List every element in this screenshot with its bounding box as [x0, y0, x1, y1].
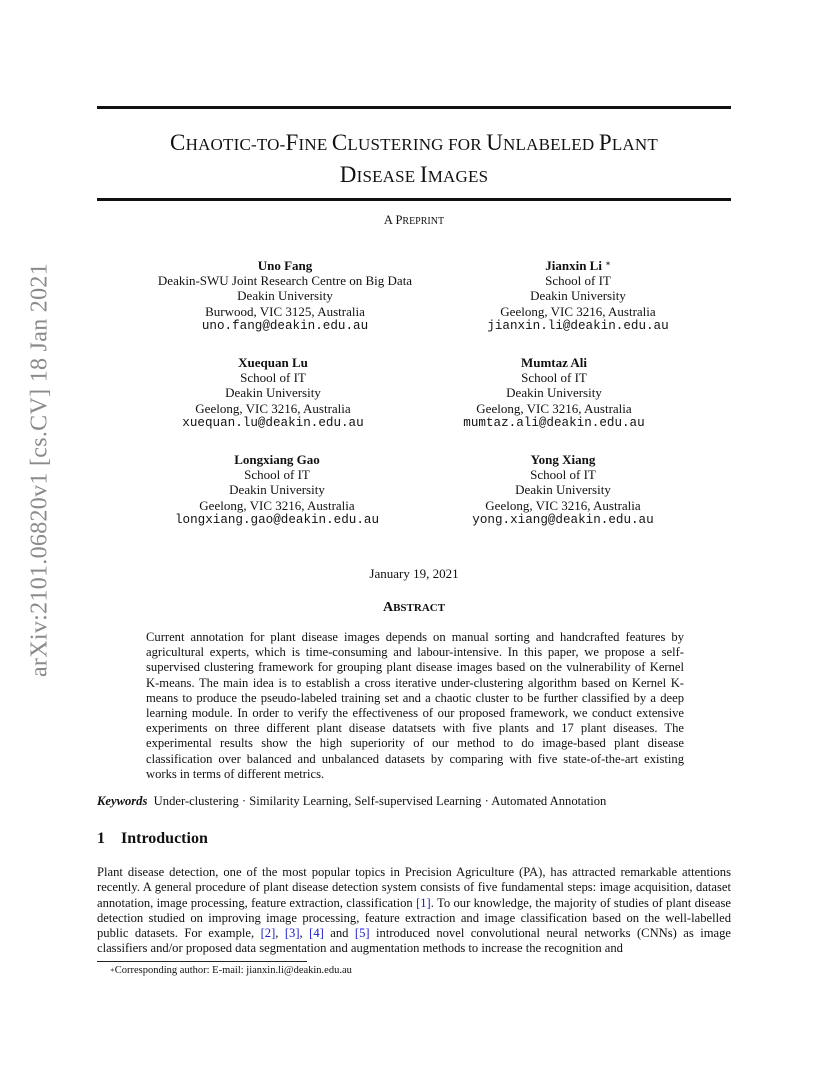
citation-link[interactable]: [2] — [260, 926, 276, 941]
title-word: CLUSTERING FOR — [331, 130, 487, 155]
citation-link[interactable]: [1] — [416, 895, 431, 910]
citation-link[interactable]: [4] — [309, 926, 324, 941]
section-title: Introduction — [121, 830, 208, 847]
title-bottom-rule — [97, 198, 731, 201]
keywords — [97, 794, 731, 809]
author-affiliation: School of IT — [244, 467, 310, 483]
publication-date: January 19, 2021 — [369, 566, 459, 581]
author-address: Geelong, VIC 3216, Australia — [199, 497, 355, 513]
author-name: Longxiang Gao — [234, 452, 320, 467]
author-block — [394, 355, 714, 431]
author-email[interactable]: longxiang.gao@deakin.edu.au — [174, 512, 380, 527]
author-block — [113, 355, 433, 431]
author-name: Yong Xiang — [530, 452, 596, 467]
abstract-text: Current annotation for plant disease images depends on manual sorting and handcrafted features by agricultural experts, which is time-consuming and labour-intensive. In this paper, we propose a self-supervised clustering framework for grouping plant disease images based on the vulnerability of Kernel K-means. The main idea is to establish a cross iterative under-clustering algorithm based on Kernel K-means to produce the pseudo-labeled training set and a chaotic cluster to be further classified by a deep learning module. In order to verify the effectiveness of our proposed framework, we conduct extensive experiments on three different plant disease datatsets with five plants and 17 plant diseases. The experimental results show the high superiority of our method to do image-based plant disease classification over balanced and unbalanced datasets by comparing with five state-of-the-art existing works in terms of different metrics. — [146, 630, 684, 781]
author-affiliation: Deakin-SWU Joint Research Centre on Big Data — [157, 273, 413, 289]
corresponding-mark[interactable]: ∗ — [605, 259, 611, 268]
author-institution: Deakin University — [506, 385, 602, 401]
title-line-1 — [97, 128, 731, 160]
paper-title — [97, 128, 731, 192]
author-address: Geelong, VIC 3216, Australia — [476, 400, 632, 416]
keywords-list: Under-clustering · Similarity Learning, Self-supervised Learning · Automated Annotation — [153, 794, 607, 808]
author-name: Jianxin Li ∗ — [545, 258, 611, 273]
author-address: Geelong, VIC 3216, Australia — [485, 497, 641, 513]
section-number: 1 — [97, 830, 105, 847]
intro-paragraph: Plant disease detection, one of the most popular topics in Precision Agriculture (PA), has attracted remarkable attentions recently. A general procedure of plant disease detection system consists of five fundamental steps: image acquisition, dataset annotation, image processing, feature extraction, classification [1]. To our knowledge, the majority of studies of plant disease detection studied on improving image processing, feature extraction and image classification based on the well-labelled public datasets. For example, [2], [3], [4] and [5] introduced novel convolutional neural networks (CNNs) as image classifiers and/or proposed data segmentation and augmentation methods to increase the recognition and — [97, 865, 732, 956]
author-institution: Deakin University — [515, 482, 611, 498]
author-block — [418, 258, 738, 334]
title-word: IMAGES — [419, 162, 489, 187]
preprint-label: A PREPRINT — [383, 213, 445, 227]
author-affiliation: School of IT — [545, 273, 611, 289]
arxiv-identifier[interactable]: arXiv:2101.06820v1 [cs.CV] 18 Jan 2021 — [26, 262, 53, 678]
author-email[interactable]: yong.xiang@deakin.edu.au — [472, 512, 654, 527]
title-word: PLANT — [598, 130, 658, 155]
author-address: Geelong, VIC 3216, Australia — [500, 303, 656, 319]
author-email[interactable]: uno.fang@deakin.edu.au — [201, 318, 369, 333]
author-institution: Deakin University — [530, 288, 626, 304]
title-word: DISEASE — [339, 162, 420, 187]
title-word: FINE — [285, 130, 332, 155]
title-top-rule — [97, 106, 731, 109]
author-institution: Deakin University — [225, 385, 321, 401]
author-institution: Deakin University — [229, 482, 325, 498]
author-address: Burwood, VIC 3125, Australia — [205, 303, 365, 319]
arxiv-stamp — [20, 262, 60, 678]
footnote — [110, 964, 352, 977]
author-email[interactable]: mumtaz.ali@deakin.edu.au — [463, 415, 645, 430]
author-affiliation: School of IT — [240, 370, 306, 386]
author-name: Mumtaz Ali — [520, 355, 588, 370]
author-address: Geelong, VIC 3216, Australia — [195, 400, 351, 416]
author-affiliation: School of IT — [521, 370, 587, 386]
author-block — [125, 258, 445, 334]
author-block — [403, 452, 723, 528]
citation-link[interactable]: [5] — [354, 926, 370, 941]
author-affiliation: School of IT — [530, 467, 596, 483]
footnote-text: Corresponding author: E-mail: jianxin.li@deakin.edu.au — [114, 965, 352, 976]
title-word: UNLABELED — [486, 130, 599, 155]
author-email[interactable]: xuequan.lu@deakin.edu.au — [182, 415, 364, 430]
title-line-2 — [97, 160, 731, 192]
author-email[interactable]: jianxin.li@deakin.edu.au — [487, 318, 669, 333]
footnote-rule — [97, 961, 307, 962]
keywords-label: Keywords — [97, 794, 148, 808]
author-name: Xuequan Lu — [238, 355, 308, 370]
footnote-mark: ∗ — [110, 966, 115, 974]
citation-link[interactable]: [3] — [284, 926, 300, 941]
section-heading — [97, 830, 208, 848]
abstract-heading: ABSTRACT — [382, 600, 446, 615]
author-block — [117, 452, 437, 528]
author-institution: Deakin University — [237, 288, 333, 304]
title-word: CHAOTIC-TO- — [170, 130, 286, 155]
author-name: Uno Fang — [257, 258, 313, 273]
